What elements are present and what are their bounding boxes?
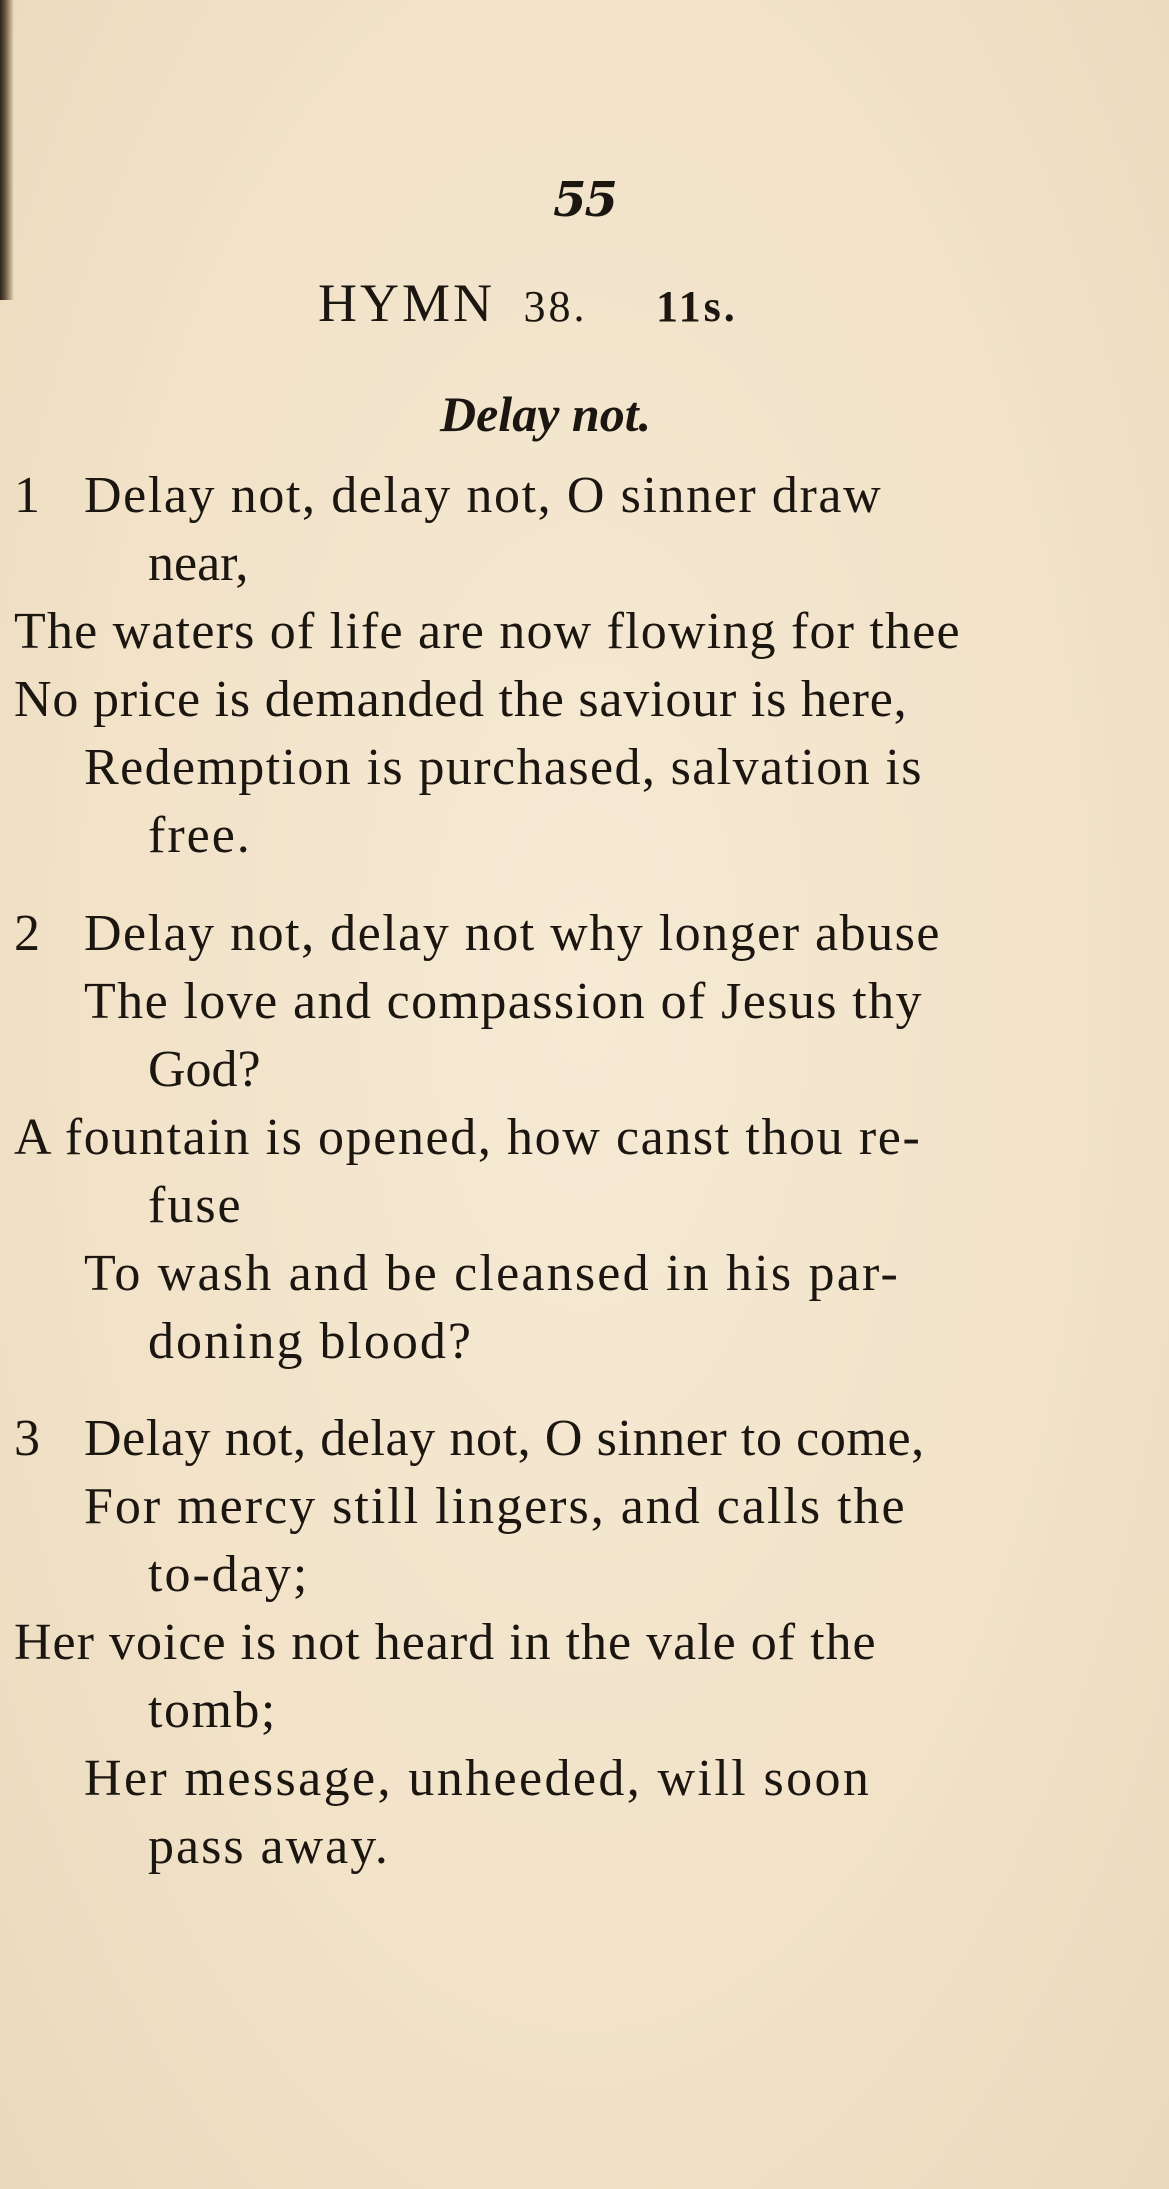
line-text: Delay not, delay not, O sinner draw (84, 467, 883, 524)
stanza-line-continuation: doning blood? (148, 1313, 473, 1370)
hymn-title: Delay not. (440, 386, 652, 442)
hymn-heading (318, 272, 738, 334)
stanza-line: For mercy still lingers, and calls the (84, 1478, 907, 1535)
stanza-line: A fountain is opened, how canst thou re- (14, 1109, 922, 1166)
stanza-line: Her voice is not heard in the vale of the (14, 1614, 877, 1671)
stanza-line-continuation: to-day; (148, 1546, 310, 1603)
stanza-line: Her message, unheeded, will soon (84, 1750, 872, 1807)
stanza-line-continuation: tomb; (148, 1682, 277, 1739)
page-number: 55 (553, 172, 616, 228)
stanza-line: To wash and be cleansed in his par- (84, 1245, 900, 1302)
stanza-line (14, 900, 1154, 968)
stanza-line-continuation: pass away. (148, 1818, 390, 1875)
stanza-number: 2 (14, 905, 40, 962)
stanza-line: Redemption is purchased, salvation is (84, 739, 923, 796)
stanza-line-continuation: near, (148, 535, 249, 592)
stanza-line-continuation: fuse (148, 1177, 243, 1234)
line-text: Delay not, delay not why longer abuse (84, 905, 941, 962)
stanza-number: 3 (14, 1410, 40, 1467)
stanza-line: The love and compassion of Jesus thy (84, 973, 923, 1030)
stanza-line (14, 462, 1154, 530)
stanza-line-continuation: free. (148, 807, 252, 864)
line-text: Delay not, delay not, O sinner to come, (84, 1410, 925, 1467)
hymn-number: 38. (523, 282, 588, 331)
stanza-3 (14, 1405, 1154, 1881)
hymn-meter: 11s. (656, 282, 738, 331)
stanza-2 (14, 900, 1154, 1376)
hymn-label: HYMN (318, 273, 496, 333)
stanza-line-continuation: God? (148, 1041, 261, 1098)
stanza-1 (14, 462, 1154, 870)
stanza-line: No price is demanded the saviour is here, (14, 671, 908, 728)
stanza-number: 1 (14, 467, 40, 524)
stanza-line (14, 1405, 1154, 1473)
book-spine-shadow (0, 0, 14, 300)
stanza-line: The waters of life are now flowing for thee (14, 603, 961, 660)
